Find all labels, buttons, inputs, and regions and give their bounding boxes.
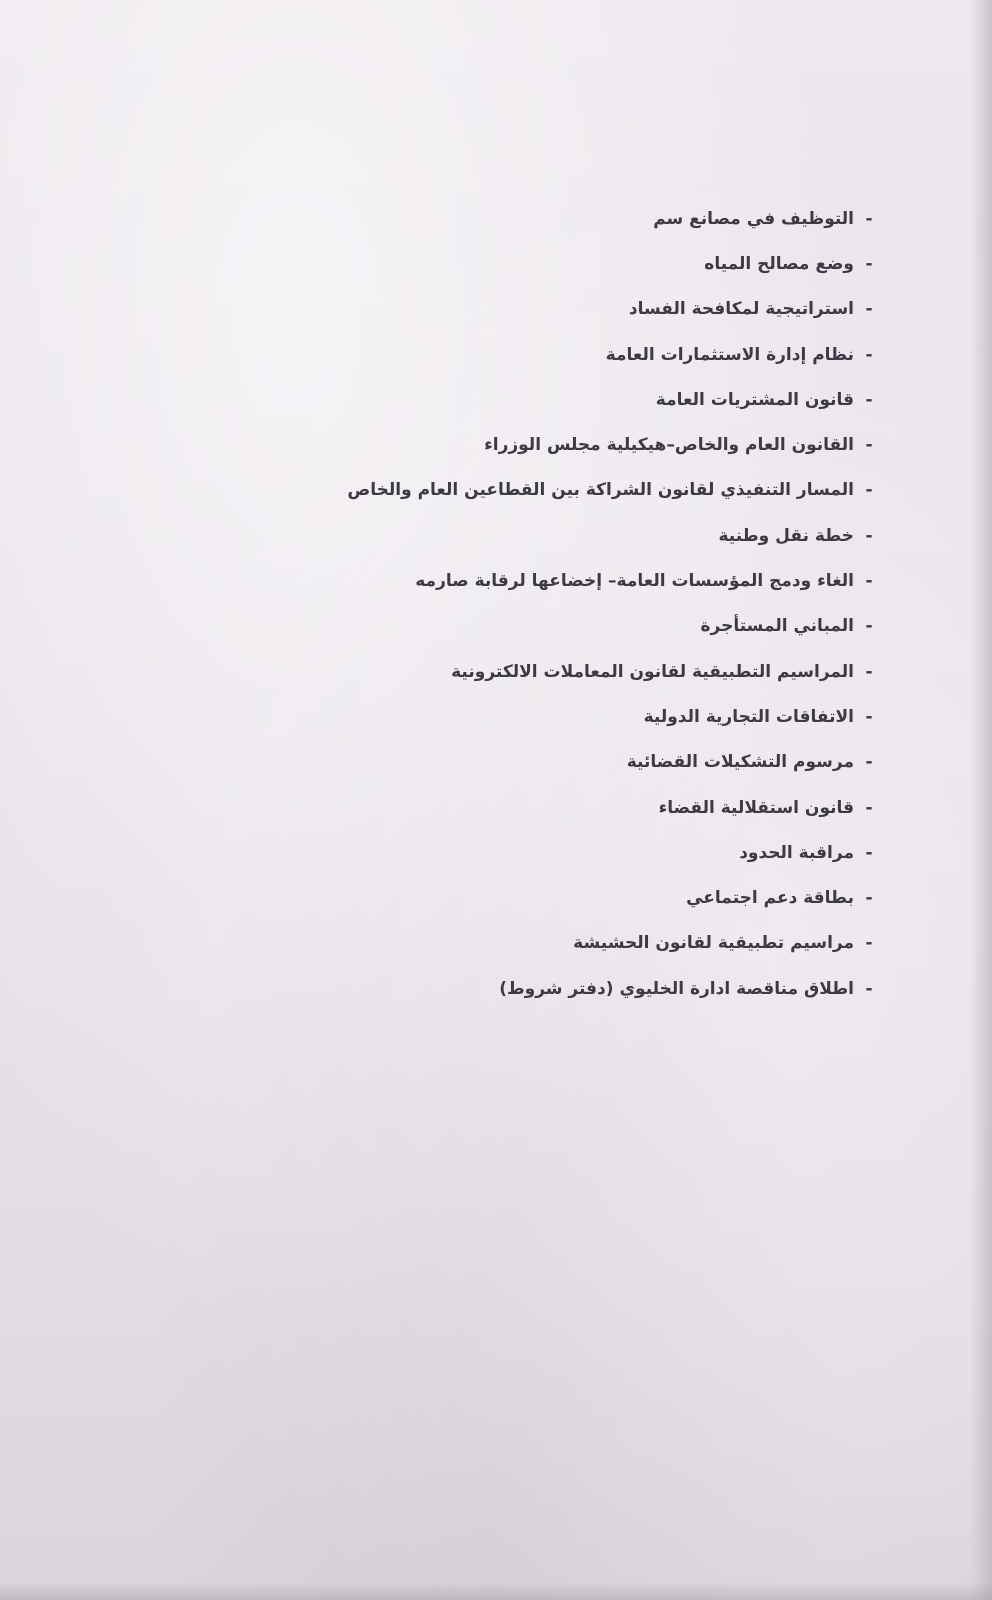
bullet-dash: - (865, 888, 873, 909)
bullet-dash: - (865, 435, 873, 456)
list-item-text: قانون استقلالية القضاء (658, 797, 854, 818)
list-item (324, 785, 884, 830)
list-item-text: القانون العام والخاص–هيكيلية مجلس الوزراء (484, 435, 854, 456)
bullet-dash: - (865, 253, 873, 274)
bullet-dash: - (865, 933, 873, 954)
list-item (324, 196, 884, 241)
list-item (324, 875, 884, 920)
list-item (324, 468, 884, 513)
list-item (324, 830, 884, 875)
bullet-dash: - (865, 480, 873, 501)
bullet-dash: - (865, 571, 873, 592)
bullet-dash: - (865, 616, 873, 637)
list-item (324, 241, 884, 286)
list-item-text: استراتيجية لمكافحة الفساد (628, 299, 854, 320)
list-item (324, 377, 884, 422)
list-item-text: المراسيم التطبيقية لقانون المعاملات الالكترونية (451, 661, 854, 682)
list-item-text: قانون المشتريات العامة (655, 389, 854, 410)
list-item-text: مراسيم تطبيقية لقانون الحشيشة (573, 933, 854, 954)
list-item (324, 604, 884, 649)
list-item (324, 921, 884, 966)
list-item-text: الغاء ودمج المؤسسات العامة– إخضاعها لرقابة صارمه (415, 571, 854, 592)
list-item (324, 332, 884, 377)
list-item (324, 966, 884, 1011)
topic-list (324, 196, 884, 1011)
list-item (324, 740, 884, 785)
list-item-text: مراقبة الحدود (739, 842, 854, 863)
page-bottom-shadow (0, 1582, 992, 1600)
bullet-dash: - (865, 797, 873, 818)
page-edge-shadow (970, 0, 992, 1600)
list-item (324, 694, 884, 739)
bullet-dash: - (865, 389, 873, 410)
list-item (324, 287, 884, 332)
list-item (324, 558, 884, 603)
list-item (324, 422, 884, 467)
list-item (324, 649, 884, 694)
list-item (324, 513, 884, 558)
bullet-dash: - (865, 525, 873, 546)
list-item-text: المسار التنفيذي لقانون الشراكة بين القطاعين العام والخاص (347, 480, 854, 501)
list-item-text: نظام إدارة الاستثمارات العامة (605, 344, 854, 365)
bullet-dash: - (865, 299, 873, 320)
list-item-text: اطلاق مناقصة ادارة الخليوي (دفتر شروط) (499, 978, 854, 999)
list-item-text: الاتفاقات التجارية الدولية (643, 706, 854, 727)
bullet-dash: - (865, 706, 873, 727)
bullet-dash: - (865, 344, 873, 365)
list-item-text: مرسوم التشكيلات القضائية (626, 752, 854, 773)
list-item-text: التوظيف في مصانع سم (653, 208, 854, 229)
list-item-text: بطاقة دعم اجتماعي (686, 888, 854, 909)
list-item-text: خطة نقل وطنية (718, 525, 854, 546)
bullet-dash: - (865, 978, 873, 999)
list-item-text: المباني المستأجرة (700, 616, 854, 637)
list-item-text: وضع مصالح المياه (704, 253, 854, 274)
bullet-dash: - (865, 752, 873, 773)
bullet-dash: - (865, 661, 873, 682)
bullet-dash: - (865, 842, 873, 863)
bullet-dash: - (865, 208, 873, 229)
